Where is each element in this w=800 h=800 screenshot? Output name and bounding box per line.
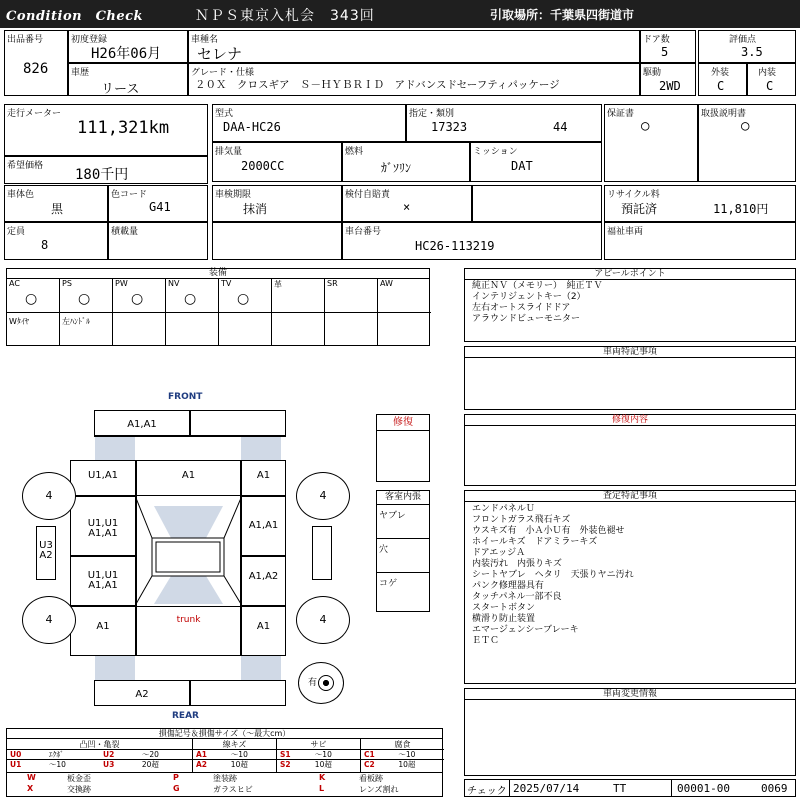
reg-date: H26年06月: [91, 46, 162, 62]
equipment-label: PS: [62, 279, 72, 288]
tire-fr: 4: [296, 472, 350, 520]
header-bar: [0, 0, 800, 28]
equipment-value: ○: [184, 291, 197, 307]
inspection-line: スタートボタン: [472, 603, 536, 613]
check-date: 2025/07/14: [513, 782, 580, 795]
legend-code: A1: [196, 750, 208, 759]
equipment-extra: Wﾀｲﾔ: [7, 313, 60, 345]
grade-box: グレード・仕様 ２０Ｘ クロスギア Ｓ－ＨＹＢＲＩＤ アドバンスドセーフティパッケージ: [188, 63, 640, 96]
legend-mark-desc: 板金歪: [67, 774, 91, 783]
inspect-box: 車検期限 抹消: [212, 185, 342, 222]
legend-mark-desc: レンズ割れ: [359, 785, 399, 794]
liability: ×: [403, 200, 411, 214]
fr-fender: A1: [241, 460, 286, 496]
interior-hole: 穴: [377, 539, 429, 573]
rl-quarter: A1: [70, 606, 136, 656]
displacement: 2000CC: [241, 159, 285, 173]
legend-box: [6, 728, 443, 797]
equipment-box: [6, 268, 430, 346]
legend-desc: ～10: [314, 750, 332, 759]
legend-code: U0: [10, 750, 22, 759]
capacity-box: 定員 8: [4, 222, 108, 260]
mileage-box: 走行メーター 111,321km: [4, 104, 208, 156]
doors: 5: [661, 45, 669, 59]
legend-desc: 10超: [230, 760, 248, 769]
appeal-line: アラウンドビューモニター: [472, 314, 581, 324]
appeal-line: 純正ＮＶ（メモリー） 純正ＴＶ: [472, 281, 603, 291]
manual: ○: [741, 118, 750, 134]
spare-tire-icon: [318, 675, 334, 691]
recycle-fee: 11,810円: [713, 202, 769, 216]
equipment-extra: [378, 313, 431, 345]
pickup-location: 引取場所：千葉県四街道市: [490, 8, 635, 22]
equipment-extra: [113, 313, 166, 345]
rear-bumper-right: [190, 680, 286, 706]
chassis-box: 車台番号 HC26-113219: [342, 222, 602, 260]
front-light-left: [95, 436, 135, 460]
equipment-value: ○: [131, 291, 144, 307]
legend-mark-code: G: [173, 784, 180, 793]
equipment-label: 革: [274, 280, 282, 289]
price: 180千円: [75, 167, 129, 183]
inspection-line: シートヤブレ ヘタリ 天張りヤニ汚れ: [472, 570, 634, 580]
color-box: 車体色 黒: [4, 185, 108, 222]
type: DAA-HC26: [223, 120, 281, 134]
lot-box: 出品番号 826: [4, 30, 68, 96]
hood: A1: [136, 460, 241, 496]
rear-light-right: [241, 656, 281, 680]
trunk: trunk: [136, 606, 241, 656]
drive-box: 駆動 2WD: [640, 63, 696, 96]
legend-code: U2: [103, 750, 115, 759]
appeal-line: 左右オートスライドドア: [472, 303, 571, 313]
legend-desc: ～10: [398, 750, 416, 759]
category-1: 17323: [431, 120, 468, 134]
legend-desc: ～10: [230, 750, 248, 759]
category-2: 44: [553, 120, 568, 134]
tire-rl: 4: [22, 596, 76, 644]
inspection-line: ドアエッジＡ: [472, 548, 526, 558]
legend-group-title: 凸凹・亀裂: [7, 739, 192, 750]
equipment-extra: [219, 313, 272, 345]
blank-box-2: [472, 185, 602, 222]
equipment-ac: [7, 279, 60, 313]
spare-tire: 有: [298, 662, 344, 704]
warranty: ○: [641, 118, 650, 134]
inspection-line: 横滑り防止装置: [472, 614, 536, 624]
equipment-value: ○: [237, 291, 250, 307]
recycle-status: 預託済: [621, 202, 658, 216]
legend-mark-code: W: [27, 773, 36, 782]
body-color: 黒: [51, 202, 64, 216]
legend-code: C2: [364, 760, 375, 769]
fuel: ｶﾞｿﾘﾝ: [381, 161, 412, 175]
equipment-label: NV: [168, 279, 180, 288]
legend-mark-code: P: [173, 773, 179, 782]
welfare-box: 福祉車両: [604, 222, 796, 260]
fl-fender: U1,A1: [70, 460, 136, 496]
inspection-line: タッチパネル一部不良: [472, 592, 562, 602]
grade: ２０Ｘ クロスギア Ｓ－ＨＹＢＲＩＤ アドバンスドセーフティパッケージ: [195, 79, 560, 91]
color-code: G41: [149, 200, 171, 214]
legend-desc: ｴｸﾎﾞ: [48, 750, 64, 759]
reg-box: 初度登録 H26年06月: [68, 30, 188, 63]
appeal-title: アピールポイント: [465, 269, 795, 280]
score-box: 評価点 3.5: [698, 30, 796, 63]
doors-box: ドア数 5: [640, 30, 696, 63]
inspection-line: エンドパネルＵ: [472, 504, 535, 514]
legend-mark-desc: 塗装跡: [213, 774, 237, 783]
equipment-label: PW: [115, 279, 128, 288]
legend-desc: 10超: [398, 760, 416, 769]
changes-title: 車両変更情報: [465, 689, 795, 700]
cabin-outline: [136, 496, 241, 606]
price-box: 希望価格 180千円: [4, 156, 208, 184]
legend-group-title: 腐食: [361, 739, 444, 750]
inspection-line: ウスキズ有 小Ａ小Ｕ有 外装色褪せ: [472, 526, 625, 536]
equipment-label: SR: [327, 279, 338, 288]
interior-box: 客室内張 ヤブレ 穴 コゲ: [376, 490, 430, 612]
disp-box: 排気量 2000CC: [212, 142, 342, 182]
equipment-extra: [166, 313, 219, 345]
load-box: 積載量: [108, 222, 208, 260]
equipment-aw: [378, 279, 431, 313]
front-bumper: A1,A1: [94, 410, 190, 436]
rr-door: A1,A2: [241, 556, 286, 606]
front-label: FRONT: [168, 392, 203, 402]
inspection-title: 査定特記事項: [465, 491, 795, 502]
warranty-box: 保証書 ○: [604, 104, 698, 182]
inspection-line: フロントガラス飛石キズ: [472, 515, 571, 525]
legend-desc: ～10: [48, 760, 66, 769]
equipment-label: AW: [380, 279, 393, 288]
legend-code: U3: [103, 760, 115, 769]
legend-mark-desc: 交換跡: [67, 785, 91, 794]
rl-door: U1,U1 A1,A1: [70, 556, 136, 606]
model-box: 車種名 セレナ: [188, 30, 640, 63]
legend-group: [193, 739, 277, 772]
legend-code: S2: [280, 760, 291, 769]
score: 3.5: [741, 45, 763, 59]
check-label: チェック: [467, 786, 507, 797]
legend-code: U1: [10, 760, 22, 769]
legend-mark-desc: ガラスヒビ: [213, 785, 253, 794]
equipment-label: AC: [9, 279, 20, 288]
check-number: 0069: [761, 782, 788, 795]
chassis-number: HC26-113219: [415, 239, 495, 253]
manual-box: 取扱説明書 ○: [698, 104, 796, 182]
repair-box: 修復: [376, 414, 430, 482]
equipment-sr: [325, 279, 378, 313]
fuel-box: 燃料 ｶﾞｿﾘﾝ: [342, 142, 470, 182]
inspection-line: ホイールキズ ドアミラーキズ: [472, 537, 598, 547]
equipment-extra: [325, 313, 378, 345]
legend-code: C1: [364, 750, 375, 759]
legend-code: A2: [196, 760, 208, 769]
legend-mark-desc: 看板跡: [359, 774, 383, 783]
front-light-right: [241, 436, 281, 460]
inspection-line: ＥＴＣ: [472, 636, 500, 646]
int-grade: C: [766, 79, 774, 93]
rear-label: REAR: [172, 711, 199, 721]
recycle-box: リサイクル料 預託済 11,810円: [604, 185, 796, 222]
legend-code: S1: [280, 750, 291, 759]
ext-grade: C: [717, 79, 725, 93]
inspection-line: パンク修理器具有: [472, 581, 544, 591]
side-mirror-right: [312, 526, 332, 580]
mission: DAT: [511, 159, 533, 173]
inspection-line: エマージェンシーブレーキ: [472, 625, 579, 635]
changes-section: [464, 688, 796, 776]
inspection-line: 内装汚れ 内張りキズ: [472, 559, 562, 569]
equipment-革: [272, 279, 325, 313]
equipment-extra: [272, 313, 325, 345]
appeal-section: [464, 268, 796, 342]
int-box: 内装 C: [747, 63, 796, 96]
mileage: 111,321km: [77, 118, 170, 138]
repair-title: 修復内容: [465, 415, 795, 426]
liability-box: 検付自賠責 ×: [342, 185, 472, 222]
history: リース: [101, 82, 140, 97]
inspection-section: [464, 490, 796, 684]
equipment-ps: [60, 279, 113, 313]
code-box: 色コード G41: [108, 185, 208, 222]
capacity: 8: [41, 238, 49, 252]
appeal-line: インテリジェントキー（2）: [472, 292, 586, 302]
equipment-label: TV: [221, 279, 232, 288]
auction-title: ＮＰＳ東京入札会 343回: [195, 8, 375, 24]
interior-burn: コゲ: [379, 579, 398, 589]
footer-bar: [464, 779, 796, 797]
legend-group: [361, 739, 444, 772]
side-mirror-left: U3 A2: [36, 526, 56, 580]
interior-tear: ヤブレ: [377, 505, 429, 539]
special-section: [464, 346, 796, 410]
history-box: 車歴 リース: [68, 63, 188, 96]
legend-mark-code: L: [319, 784, 325, 793]
equipment-nv: [166, 279, 219, 313]
type-box: 型式 DAA-HC26: [212, 104, 406, 142]
legend-desc: 20超: [141, 760, 159, 769]
legend-desc: ～20: [141, 750, 159, 759]
equipment-grid: [7, 279, 429, 345]
rear-light-left: [95, 656, 135, 680]
checker: TT: [613, 782, 627, 795]
front-bumper-right: [190, 410, 286, 436]
equipment-pw: [113, 279, 166, 313]
check-code: 00001-00: [677, 782, 730, 795]
tire-fl: 4: [22, 472, 76, 520]
legend-group: [277, 739, 361, 772]
equipment-value: ○: [25, 291, 38, 307]
fl-door: U1,U1 A1,A1: [70, 496, 136, 556]
blank-box: [212, 222, 342, 260]
lot-number: 826: [23, 61, 49, 77]
equipment-tv: [219, 279, 272, 313]
equipment-value: ○: [78, 291, 91, 307]
tire-rr: 4: [296, 596, 350, 644]
drive: 2WD: [659, 79, 681, 93]
legend-title: 損傷記号＆損傷サイズ（～最大cm）: [7, 729, 442, 739]
equipment-title: 装備: [7, 269, 429, 279]
rr-quarter: A1: [241, 606, 286, 656]
special-title: 車両特記事項: [465, 347, 795, 358]
legend-mark-code: K: [319, 773, 326, 782]
repair-section: [464, 414, 796, 486]
inspection-expiry: 抹消: [243, 202, 268, 216]
mission-box: ミッション DAT: [470, 142, 602, 182]
model-name: セレナ: [197, 45, 243, 63]
equipment-extra: 左ﾊﾝﾄﾞﾙ: [60, 313, 113, 345]
category-box: 指定・類別 17323 44: [406, 104, 602, 142]
legend-group-title: サビ: [277, 739, 360, 750]
fr-door: A1,A1: [241, 496, 286, 556]
ext-box: 外装 C: [698, 63, 747, 96]
header-title: Condition Check: [6, 9, 144, 24]
legend-desc: 10超: [314, 760, 332, 769]
legend-group: [7, 739, 193, 772]
legend-mark-code: X: [27, 784, 34, 793]
legend-group-title: 線キズ: [193, 739, 276, 750]
rear-bumper: A2: [94, 680, 190, 706]
